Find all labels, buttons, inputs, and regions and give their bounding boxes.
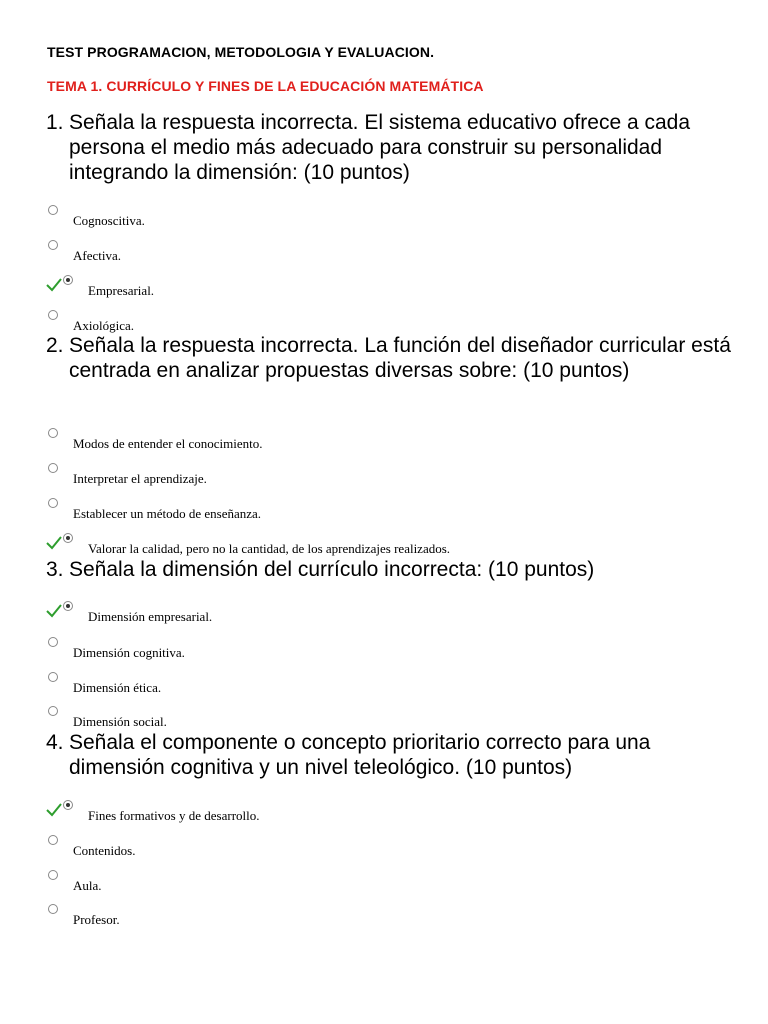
radio-button[interactable] — [48, 870, 58, 880]
answer-option-label: Cognoscitiva. — [73, 213, 145, 228]
question-3 — [46, 557, 746, 582]
radio-button[interactable] — [48, 428, 58, 438]
question-number: 1. — [46, 111, 64, 134]
answer-option-label: Modos de entender el conocimiento. — [73, 436, 263, 451]
radio-button-selected[interactable] — [63, 533, 73, 543]
question-number: 3. — [46, 558, 64, 581]
checkmark-icon — [46, 803, 62, 817]
question-number: 2. — [46, 334, 64, 357]
radio-button-selected[interactable] — [63, 275, 73, 285]
answer-option-label: Empresarial. — [88, 283, 155, 298]
answer-option-label: Contenidos. — [73, 843, 136, 858]
answer-option-label: Dimensión cognitiva. — [73, 645, 185, 660]
radio-button[interactable] — [48, 835, 58, 845]
answer-option-label: Afectiva. — [73, 248, 122, 263]
document-title: TEST PROGRAMACION, METODOLOGIA Y EVALUACION. — [47, 44, 435, 60]
checkmark-icon — [46, 604, 62, 618]
question-text: Señala la dimensión del currículo incorrecta: (10 puntos) — [69, 558, 595, 581]
radio-button[interactable] — [48, 205, 58, 215]
radio-button[interactable] — [48, 904, 58, 914]
question-text: Señala el componente o concepto prioritario correcto para una dimensión cognitiva y un nivel teleológico. (10 puntos) — [69, 731, 651, 779]
answer-option-label: Dimensión ética. — [73, 680, 162, 695]
answer-option-label: Dimensión empresarial. — [88, 609, 213, 624]
radio-button[interactable] — [48, 672, 58, 682]
answer-option-label: Interpretar el aprendizaje. — [73, 471, 207, 486]
checkmark-icon — [46, 536, 62, 550]
answer-option-label: Axiológica. — [73, 318, 135, 333]
answer-option-label: Establecer un método de enseñanza. — [73, 506, 262, 521]
question-4 — [46, 730, 746, 780]
answer-option-label: Fines formativos y de desarrollo. — [88, 808, 260, 823]
answer-option-label: Valorar la calidad, pero no la cantidad, de los aprendizajes realizados. — [88, 541, 451, 556]
radio-button[interactable] — [48, 706, 58, 716]
answer-option-label: Aula. — [73, 878, 102, 893]
answer-option-label: Dimensión social. — [73, 714, 167, 729]
question-text: Señala la respuesta incorrecta. La función del diseñador curricular está centrada en analizar propuestas diversas sobre: (10 puntos) — [69, 334, 731, 382]
radio-button-selected[interactable] — [63, 800, 73, 810]
radio-button[interactable] — [48, 240, 58, 250]
checkmark-icon — [46, 278, 62, 292]
answer-option-label: Profesor. — [73, 912, 120, 927]
question-2 — [46, 333, 746, 383]
topic-heading: TEMA 1. CURRÍCULO Y FINES DE LA EDUCACIÓN MATEMÁTICA — [47, 78, 484, 94]
radio-button[interactable] — [48, 637, 58, 647]
question-number: 4. — [46, 731, 64, 754]
radio-button-selected[interactable] — [63, 601, 73, 611]
radio-button[interactable] — [48, 310, 58, 320]
question-1 — [46, 110, 746, 185]
radio-button[interactable] — [48, 498, 58, 508]
radio-button[interactable] — [48, 463, 58, 473]
question-text: Señala la respuesta incorrecta. El sistema educativo ofrece a cada persona el medio más adecuado para construir su personalidad integrando la dimensión: (10 puntos) — [69, 111, 691, 184]
